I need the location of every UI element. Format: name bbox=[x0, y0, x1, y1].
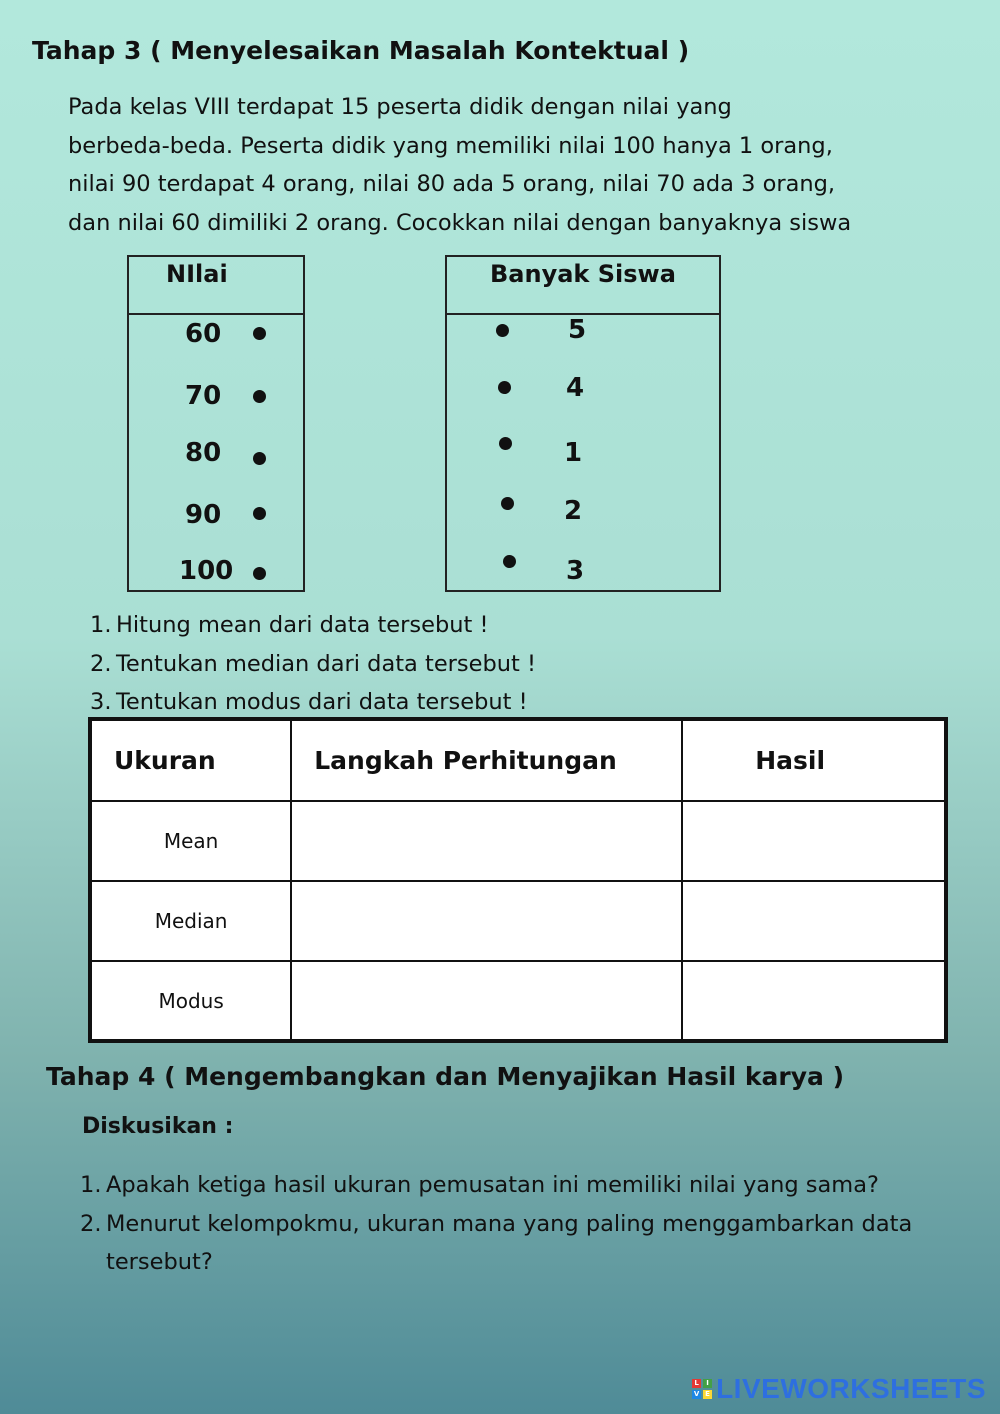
question-text: Tentukan median dari data tersebut ! bbox=[116, 650, 537, 677]
siswa-value: 3 bbox=[566, 556, 585, 586]
match-dot-siswa-5[interactable] bbox=[496, 324, 509, 337]
problem-line: nilai 90 terdapat 4 orang, nilai 80 ada 5 orang, nilai 70 ada 3 orang, bbox=[68, 171, 836, 197]
match-dot-siswa-4[interactable] bbox=[498, 381, 511, 394]
discussion-list bbox=[80, 1166, 940, 1282]
header-ukuran: Ukuran bbox=[90, 719, 291, 801]
modus-result-input[interactable] bbox=[682, 961, 946, 1041]
nilai-header bbox=[129, 257, 303, 315]
tahap4-title: Tahap 4 ( Mengembangkan dan Menyajikan Hasil karya ) bbox=[46, 1062, 845, 1091]
siswa-value: 2 bbox=[564, 496, 583, 526]
nilai-value: 90 bbox=[185, 500, 222, 530]
question-text: Tentukan modus dari data tersebut ! bbox=[116, 689, 528, 715]
nilai-value: 100 bbox=[179, 556, 234, 586]
diskusi-label: Diskusikan : bbox=[82, 1114, 234, 1139]
answer-table bbox=[88, 717, 948, 1043]
problem-line: berbeda-beda. Peserta didik yang memiliki nilai 100 hanya 1 orang, bbox=[68, 132, 833, 159]
nilai-box bbox=[127, 255, 305, 592]
match-dot-nilai-70[interactable] bbox=[253, 390, 266, 403]
tahap3-title: Tahap 3 ( Menyelesaikan Masalah Kontektual ) bbox=[32, 36, 690, 65]
nilai-value: 60 bbox=[185, 319, 222, 349]
logo-text: LIVEWORKSHEETS bbox=[716, 1373, 986, 1404]
match-dot-siswa-2[interactable] bbox=[501, 497, 514, 510]
table-row bbox=[90, 801, 946, 881]
siswa-value: 5 bbox=[568, 315, 587, 345]
question-item: 1. Hitung mean dari data tersebut ! bbox=[90, 612, 489, 638]
logo-letter: V bbox=[693, 1390, 700, 1398]
banyak-siswa-box bbox=[445, 255, 721, 592]
table-row bbox=[90, 881, 946, 961]
median-steps-input[interactable] bbox=[291, 881, 682, 961]
question-item: 2. Tentukan median dari data tersebut ! bbox=[90, 650, 537, 677]
discussion-text: Menurut kelompokmu, ukuran mana yang paling menggambarkan data tersebut? bbox=[106, 1210, 913, 1275]
siswa-value: 1 bbox=[564, 438, 583, 468]
question-list bbox=[90, 606, 536, 722]
table-header-row bbox=[90, 719, 946, 801]
logo-letter: L bbox=[692, 1379, 701, 1388]
siswa-value: 4 bbox=[566, 373, 585, 403]
nilai-value: 80 bbox=[185, 438, 222, 468]
banyak-siswa-header bbox=[447, 257, 719, 315]
row-label-mean: Mean bbox=[90, 801, 291, 881]
problem-line: dan nilai 60 dimiliki 2 orang. Cocokkan nilai dengan banyaknya siswa bbox=[68, 209, 852, 236]
question-item: 3. Tentukan modus dari data tersebut ! bbox=[90, 689, 528, 715]
discussion-item: 2. Menurut kelompokmu, ukuran mana yang paling menggambarkan data tersebut? bbox=[80, 1210, 913, 1275]
match-dot-nilai-60[interactable] bbox=[253, 327, 266, 340]
liveworksheets-logo bbox=[692, 1372, 986, 1406]
median-result-input[interactable] bbox=[682, 881, 946, 961]
row-label-median: Median bbox=[90, 881, 291, 961]
row-label-modus: Modus bbox=[90, 961, 291, 1041]
logo-letter: E bbox=[703, 1390, 712, 1399]
match-dot-siswa-3[interactable] bbox=[503, 555, 516, 568]
nilai-value: 70 bbox=[185, 381, 222, 411]
mean-result-input[interactable] bbox=[682, 801, 946, 881]
match-dot-siswa-1[interactable] bbox=[499, 437, 512, 450]
banyak-siswa-header-label: Banyak Siswa bbox=[490, 260, 676, 288]
match-dot-nilai-90[interactable] bbox=[253, 507, 266, 520]
discussion-text: Apakah ketiga hasil ukuran pemusatan ini memiliki nilai yang sama? bbox=[106, 1172, 879, 1198]
logo-icon bbox=[692, 1379, 712, 1399]
nilai-header-label: NIlai bbox=[166, 260, 228, 288]
header-langkah: Langkah Perhitungan bbox=[291, 719, 682, 801]
problem-text bbox=[68, 88, 948, 242]
mean-steps-input[interactable] bbox=[291, 801, 682, 881]
modus-steps-input[interactable] bbox=[291, 961, 682, 1041]
problem-line: Pada kelas VIII terdapat 15 peserta didik dengan nilai yang bbox=[68, 94, 732, 120]
discussion-item: 1. Apakah ketiga hasil ukuran pemusatan ini memiliki nilai yang sama? bbox=[80, 1172, 879, 1198]
header-hasil: Hasil bbox=[682, 719, 946, 801]
table-row bbox=[90, 961, 946, 1041]
logo-letter: I bbox=[703, 1379, 712, 1388]
match-dot-nilai-100[interactable] bbox=[253, 567, 266, 580]
question-text: Hitung mean dari data tersebut ! bbox=[116, 612, 489, 638]
match-dot-nilai-80[interactable] bbox=[253, 452, 266, 465]
